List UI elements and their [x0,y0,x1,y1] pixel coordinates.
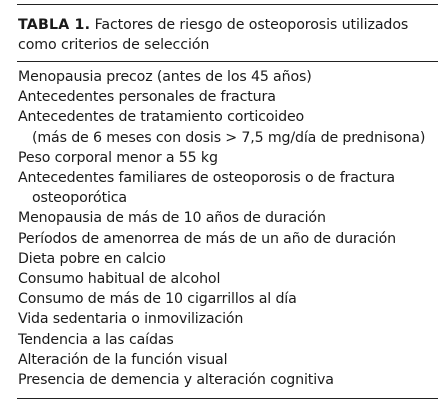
list-item-text: Consumo de más de 10 cigarrillos al día [18,291,297,308]
list-item-text: Alteración de la función visual [18,351,228,368]
risk-factor-list [18,67,438,390]
table-caption-text: Factores de riesgo de osteoporosis utilizados como criterios de selección [18,17,409,53]
list-item-text: Dieta pobre en calcio [18,250,166,267]
list-item-text: Consumo habitual de alcohol [18,271,221,288]
list-item [18,208,438,228]
table-caption [18,15,438,55]
table-bottom-rule [17,398,438,399]
list-item [18,87,438,107]
list-item [18,249,438,269]
list-item-text: Antecedentes familiares de osteoporosis o de fractura [18,170,395,187]
list-item-text: Menopausia precoz (antes de los 45 años) [18,69,312,85]
list-item [18,269,438,289]
list-item [18,107,438,147]
list-item-continuation: osteoporótica [32,190,127,207]
list-item-text: Antecedentes de tratamiento corticoideo [18,109,305,126]
list-item-text: Antecedentes personales de fractura [18,89,276,106]
list-item-text: Presencia de demencia y alteración cognitiva [18,372,334,389]
table-header-rule [17,61,438,62]
list-item [18,229,438,249]
list-item [18,168,438,208]
list-item-text: Peso corporal menor a 55 kg [18,149,218,166]
list-item-text: Vida sedentaria o inmovilización [18,311,244,328]
list-item [18,67,438,87]
list-item-continuation: (más de 6 meses con dosis > 7,5 mg/día de prednisona) [32,129,426,146]
list-item [18,309,438,329]
list-item [18,330,438,350]
list-item [18,148,438,168]
table-caption-label: TABLA 1. [18,17,91,33]
table-top-rule [17,4,438,5]
list-item [18,350,438,370]
list-item [18,370,438,390]
list-item-text: Menopausia de más de 10 años de duración [18,210,326,227]
list-item-text: Períodos de amenorrea de más de un año de duración [18,230,396,247]
list-item [18,289,438,309]
list-item-text: Tendencia a las caídas [18,331,174,348]
